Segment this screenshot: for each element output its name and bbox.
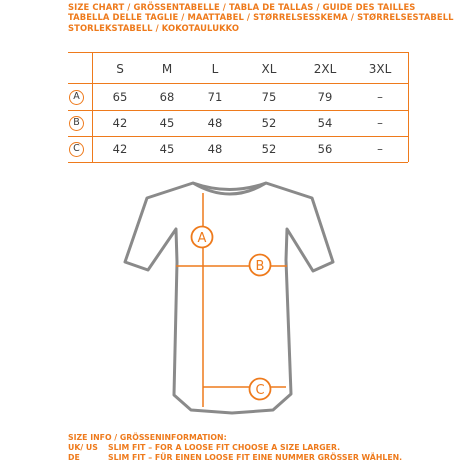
size-info-footer [68, 433, 463, 463]
header-line-1: SIZE CHART / GRÖSSENTABELLE / TABLA DE TALLAS / GUIDE DES TAILLES [68, 2, 416, 12]
table-cell: 68 [159, 90, 175, 104]
footer-code: UK/ US [68, 443, 98, 452]
size-header: 2XL [313, 62, 337, 76]
table-cell: 56 [317, 142, 333, 156]
table-cell: 42 [112, 116, 128, 130]
header-line-2: TABELLA DELLE TAGLIE / MAATTABEL / STØRRELSESSKEMA / STØRRELSESTABELL [68, 12, 454, 23]
table-cell: 48 [207, 116, 223, 130]
row-badge-b: B [69, 116, 84, 131]
footer-row-de [68, 453, 463, 463]
table-cell: 71 [207, 90, 223, 104]
size-header: 3XL [368, 62, 392, 76]
footer-text: SLIM FIT – FÜR EINEN LOOSE FIT EINE NUMMER GRÖSSER WÄHLEN. [108, 453, 403, 462]
table-cell: 52 [261, 142, 277, 156]
row-badge-a: A [69, 90, 84, 105]
table-cell: 42 [112, 142, 128, 156]
table-cell: – [377, 90, 383, 104]
row-badge-c: C [69, 142, 84, 157]
header-line-3: STORLEKSTABELL / KOKOTAULUKKO [68, 22, 240, 33]
footer-row-uk-us [68, 443, 463, 453]
size-header: M [161, 62, 173, 76]
table-cell: – [377, 142, 383, 156]
size-header: XL [261, 62, 277, 76]
label-c: C [255, 383, 265, 398]
table-cell: 45 [159, 116, 175, 130]
size-header: S [116, 62, 124, 76]
table-cell: 79 [317, 90, 333, 104]
table-cell: 65 [112, 90, 128, 104]
table-cell: – [377, 116, 383, 130]
label-a: A [197, 231, 207, 246]
table-cell: 45 [159, 142, 175, 156]
table-cell: 75 [261, 90, 277, 104]
tshirt-outline [125, 183, 333, 413]
table-cell: 52 [261, 116, 277, 130]
label-b: B [255, 259, 265, 274]
footer-text: SLIM FIT – FOR A LOOSE FIT CHOOSE A SIZE LARGER. [108, 443, 341, 452]
table-cell: 54 [317, 116, 333, 130]
footer-code: DE [68, 453, 80, 462]
footer-title: SIZE INFO / GRÖSSENINFORMATION: [68, 433, 227, 442]
table-cell: 48 [207, 142, 223, 156]
size-header: L [211, 62, 219, 76]
